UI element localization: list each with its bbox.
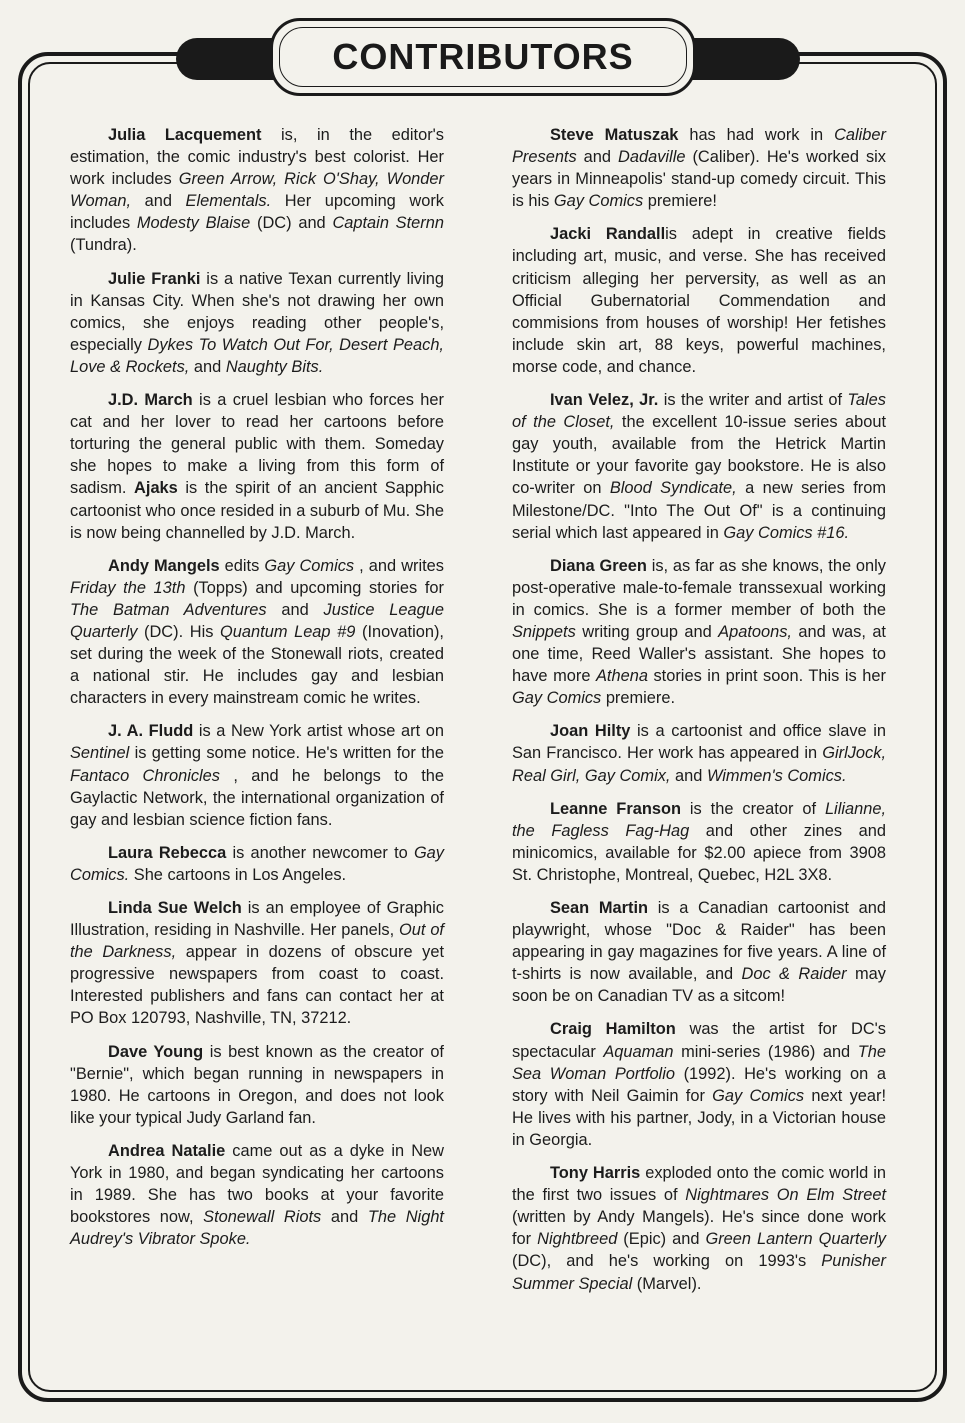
title-reference: Gay Comics	[512, 689, 602, 708]
bio-text: (Inovation), set during the week of the Stonewall riots, created a national stir. He includes gay and lesbian characters in every mainstream comic he writes.	[70, 622, 444, 708]
bio-text: premiere.	[601, 689, 676, 708]
bio-text: is the spirit of an ancient Sapphic cartoonist who once resided in a suburb of Mu. She is now being channelled by J.D. March.	[70, 479, 444, 542]
title-reference: Captain Sternn	[332, 214, 444, 233]
bio-text: premiere!	[643, 192, 717, 211]
title-reference: Gay Comics	[712, 1086, 805, 1105]
contributor-name: Ajaks	[134, 479, 178, 498]
title-reference: Nightmares On Elm Street	[685, 1186, 886, 1205]
contributor-bio	[70, 1041, 444, 1129]
contributor-bio	[512, 223, 886, 378]
title-reference: Fantaco Chronicles	[70, 766, 220, 785]
bio-text: (Marvel).	[632, 1274, 702, 1293]
contributor-bio	[70, 720, 444, 830]
bio-text: is a cartoonist and office slave in San Francisco. Her work has appeared in	[512, 722, 887, 763]
bio-text: , and writes	[354, 556, 444, 575]
title-reference: Gay Comics #16.	[723, 523, 850, 542]
title-reference: Stonewall Riots	[203, 1208, 322, 1227]
bio-text: appear in dozens of obscure yet progressive newspapers from coast to coast. Interested publishers and fans can contact her at PO Box 120793, Nashville, TN, 37212.	[70, 943, 444, 1028]
contributor-name: Craig Hamilton	[550, 1020, 676, 1039]
title-banner	[270, 18, 696, 96]
title-reference: Naughty Bits.	[225, 357, 324, 376]
bio-text: is a native Texan currently living in Kansas City. When she's not drawing her own comics, she enjoys reading other people's, especially	[70, 269, 445, 354]
title-reference: Tales of the Closet,	[512, 391, 886, 432]
title-reference: Green Arrow, Rick O'Shay, Wonder Woman,	[70, 170, 444, 211]
contributor-name: Tony Harris	[550, 1164, 641, 1183]
title-reference: The Sea Woman Portfolio	[512, 1042, 886, 1083]
title-bar-right	[690, 38, 800, 80]
title-reference: Elementals.	[185, 192, 272, 211]
contributor-bio	[512, 389, 886, 544]
left-column	[70, 124, 444, 1261]
title-reference: The Batman Adventures	[70, 600, 267, 619]
contributor-bio	[70, 124, 444, 257]
title-reference: Snippets	[512, 622, 576, 641]
title-reference: Modesty Blaise	[136, 214, 251, 233]
bio-text: (Tundra).	[70, 236, 137, 255]
bio-text: is best known as the creator of "Bernie", which began running in newspapers in 1980. He cartoons in Oregon, and does not look like your typical Judy Garland fan.	[70, 1042, 444, 1127]
bio-text: is another newcomer to	[226, 843, 414, 862]
bio-text: writing group and	[575, 622, 719, 641]
title-reference: Blood Syndicate,	[609, 479, 737, 498]
title-reference: Dadaville	[618, 148, 686, 167]
bio-text: may soon be on Canadian TV as a sitcom!	[512, 965, 886, 1006]
contributor-name: Sean Martin	[550, 899, 649, 917]
bio-text: (Topps) and upcoming stories for	[185, 578, 444, 597]
contributor-name: Andy Mangels	[108, 556, 220, 575]
page-title: CONTRIBUTORS	[332, 36, 634, 77]
contributor-bio	[70, 268, 444, 378]
bio-text: and	[189, 357, 226, 376]
contributor-name: Jacki Randall	[550, 225, 666, 244]
bio-text: She cartoons in Los Angeles.	[129, 865, 347, 884]
bio-text: is getting some notice. He's written for the	[129, 744, 444, 763]
bio-text: (Epic) and	[617, 1230, 706, 1249]
bio-text: , and he belongs to the Gaylactic Network, the international organization of gay and lesbian science fiction fans.	[70, 766, 444, 829]
bio-text: (Caliber). He's worked six years in Minneapolis' stand-up comedy circuit. This is his	[512, 148, 886, 211]
bio-text: is, in the editor's estimation, the comic industry's best colorist. Her work includes	[70, 126, 444, 189]
bio-text: came out as a dyke in New York in 1980, and began syndicating her cartoons in 1989. She has two books at your favorite bookstores now,	[70, 1141, 444, 1227]
bio-text: stories in print soon. This is her	[647, 667, 886, 686]
contributor-bio	[70, 555, 444, 710]
bio-text: and	[131, 192, 186, 211]
bio-text: (DC) and	[250, 214, 333, 233]
title-reference: Nightbreed	[537, 1230, 618, 1249]
contributor-bio	[512, 798, 886, 886]
bio-text: and was, at one time, Reed Waller's assistant. She hopes to have more	[512, 622, 886, 686]
contributor-name: Linda Sue Welch	[108, 899, 242, 917]
contributor-bio	[70, 897, 444, 1030]
contributor-bio	[512, 720, 886, 786]
title-reference: Friday the 13th	[70, 578, 186, 597]
bio-text: has had work in	[678, 126, 835, 144]
title-reference: Sentinel	[70, 744, 130, 763]
contributor-bio	[512, 124, 886, 212]
contributor-name: Leanne Franson	[550, 799, 681, 818]
bio-text: and	[576, 148, 619, 167]
title-reference: Doc & Raider	[741, 965, 847, 984]
contributor-name: Steve Matuszak	[550, 126, 679, 144]
title-reference: Caliber Presents	[512, 126, 886, 167]
bio-text: (DC), and he's working on 1993's	[512, 1252, 822, 1271]
bio-text: a new series from Milestone/DC. "Into The Out Of" is a continuing serial which last appeared in	[512, 479, 886, 542]
contributor-name: Joan Hilty	[550, 722, 631, 741]
title-reference: Gay Comics.	[70, 843, 444, 884]
bio-text: exploded onto the comic world in the first two issues of	[512, 1164, 886, 1205]
contributor-name: Ivan Velez, Jr.	[550, 391, 659, 410]
bio-text: (DC). His	[137, 622, 221, 641]
bio-text: and	[670, 766, 707, 785]
title-reference: GirlJock, Real Girl, Gay Comix,	[512, 744, 886, 785]
contributor-bio	[512, 1018, 886, 1151]
title-reference: Wimmen's Comics.	[706, 766, 847, 785]
title-reference: Justice League Quarterly	[70, 600, 444, 641]
bio-text: is an employee of Graphic Illustration, residing in Nashville. Her panels,	[70, 899, 444, 940]
bio-text: and	[321, 1208, 368, 1227]
title-reference: Punisher Summer Special	[512, 1252, 886, 1293]
contributor-bio	[512, 897, 886, 1007]
bio-text: next year! He lives with his partner, Jody, in a Victorian house in Georgia.	[512, 1086, 887, 1149]
title-reference: Out of the Darkness,	[70, 921, 444, 962]
title-reference: The Night Audrey's Vibrator Spoke.	[70, 1208, 444, 1249]
contributor-bio	[70, 1140, 444, 1250]
bio-text: the excellent 10-issue series about gay youth, available from the Hetrick Martin Institute or your favorite gay bookstore. He is also co-writer on	[512, 413, 887, 498]
title-reference: Lilianne, the Fagless Fag-Hag	[512, 799, 886, 840]
title-reference: Athena	[595, 667, 648, 686]
title-reference: Gay Comics	[553, 192, 644, 211]
bio-text: and	[266, 600, 324, 619]
contributor-name: Andrea Natalie	[108, 1141, 226, 1160]
title-reference: Dykes To Watch Out For, Desert Peach, Love & Rockets,	[70, 335, 444, 376]
bio-text: (written by Andy Mangels). He's since done work for	[512, 1208, 886, 1249]
title-reference: Aquaman	[603, 1042, 674, 1061]
title-reference: Green Lantern Quarterly	[705, 1230, 886, 1249]
title-reference: Gay Comics	[264, 556, 355, 575]
bio-text: Her upcoming work includes	[70, 192, 444, 233]
title-banner-inner	[279, 27, 687, 87]
contributor-bio	[70, 389, 444, 544]
contributor-name: Julie Franki	[108, 269, 201, 288]
contributor-name: Dave Young	[108, 1042, 204, 1061]
contributor-name: Laura Rebecca	[108, 843, 227, 862]
contributor-name: J.D. March	[108, 391, 193, 410]
right-column	[512, 124, 886, 1306]
bio-text: (1992). He's working on a story with Neil Gaimin for	[512, 1064, 886, 1105]
contributor-bio	[70, 842, 444, 886]
bio-text: is a Canadian cartoonist and playwright, whose "Doc & Raider" has been appearing in gay magazines for five years. A line of t-shirts is now available, and	[512, 899, 886, 984]
bio-text: is, as far as she knows, the only post-operative male-to-female transsexual working in comics. She is a former member of both the	[512, 556, 887, 619]
bio-text: is the creator of	[680, 799, 825, 818]
contributor-name: Julia Lacquement	[108, 126, 262, 144]
bio-text: is adept in creative fields including art, music, and verse. She has received criticism alleging her perversity, as well as an Official Gubernatorial Commendation and commisions from houses of worship! Her fetishes include skin art, 88 keys, powerful machines, morse code, and chance.	[512, 225, 886, 376]
bio-text: is the writer and artist of	[658, 391, 848, 410]
contributor-bio	[512, 555, 886, 710]
bio-text: and other zines and minicomics, available for $2.00 apiece from 3908 St. Christophe, Montreal, Quebec, H2L 3X8.	[512, 821, 886, 884]
contributor-name: Diana Green	[550, 556, 647, 575]
bio-text: was the artist for DC's spectacular	[512, 1020, 886, 1061]
contributor-name: J. A. Fludd	[108, 722, 194, 741]
bio-text: is a cruel lesbian who forces her cat and her lover to read her cartoons before torturing the general public with them. Someday she hopes to make a living from this form of sadism.	[70, 391, 444, 498]
bio-text: mini-series (1986) and	[673, 1042, 858, 1061]
title-reference: Apatoons,	[718, 622, 792, 641]
contributor-bio	[512, 1162, 886, 1295]
bio-text: edits	[219, 556, 265, 575]
bio-text: is a New York artist whose art on	[193, 722, 444, 741]
title-reference: Quantum Leap #9	[220, 622, 356, 641]
